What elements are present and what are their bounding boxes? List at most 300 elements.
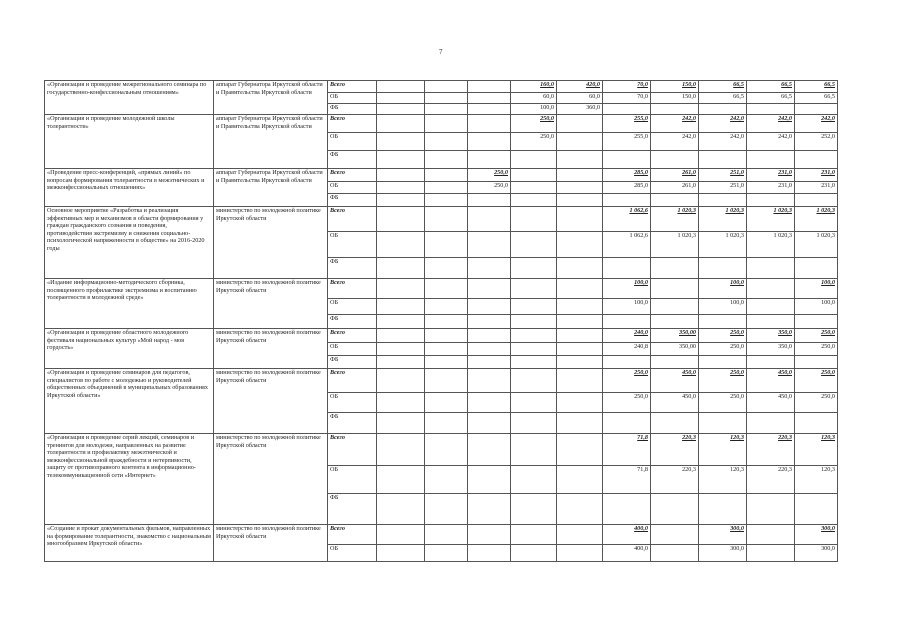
funding-source-label: ФБ bbox=[328, 104, 377, 115]
value-cell bbox=[603, 194, 651, 207]
value-cell bbox=[651, 299, 699, 315]
funding-source-label: Всего bbox=[328, 115, 377, 133]
empty-cell bbox=[425, 393, 468, 413]
value-cell: 242,0 bbox=[699, 115, 747, 133]
funding-source-label: Всего bbox=[328, 81, 377, 93]
value-cell bbox=[468, 434, 511, 466]
value-cell bbox=[511, 466, 557, 494]
value-cell: 71,8 bbox=[603, 466, 651, 494]
value-cell bbox=[557, 169, 603, 182]
value-cell bbox=[603, 356, 651, 369]
value-cell: 66,5 bbox=[699, 81, 747, 93]
value-cell: 450,0 bbox=[651, 369, 699, 393]
measure-name: «Организация и проведение межрегионального семинара по государственно-конфессиональным отношениям» bbox=[45, 81, 214, 115]
funding-source-label: ФБ bbox=[328, 356, 377, 369]
measure-name: «Издание информационно-методического сборника, посвященного профилактике экстремизма и воспитанию толерантности в молодежной среде» bbox=[45, 279, 214, 329]
empty-cell bbox=[377, 81, 425, 93]
value-cell bbox=[747, 525, 795, 545]
value-cell bbox=[511, 393, 557, 413]
empty-cell bbox=[425, 207, 468, 232]
empty-cell bbox=[425, 434, 468, 466]
value-cell bbox=[511, 279, 557, 299]
empty-cell bbox=[425, 115, 468, 133]
measure-name: «Организация и проведение семинаров для педагогов, специалистов по работе с молодежью и руководителей общественных объединений в муниципальных образованиях Иркутской области» bbox=[45, 369, 214, 434]
value-cell bbox=[557, 466, 603, 494]
value-cell bbox=[468, 413, 511, 434]
empty-cell bbox=[377, 207, 425, 232]
value-cell bbox=[468, 369, 511, 393]
value-cell bbox=[603, 258, 651, 279]
value-cell: 250,0 bbox=[468, 169, 511, 182]
value-cell bbox=[795, 413, 838, 434]
value-cell bbox=[795, 356, 838, 369]
executor-name: аппарат Губернатора Иркутской области и Правительства Иркутской области bbox=[214, 169, 328, 207]
value-cell bbox=[795, 258, 838, 279]
empty-cell bbox=[377, 494, 425, 525]
table-row bbox=[45, 434, 838, 466]
funding-source-label: ФБ bbox=[328, 194, 377, 207]
value-cell: 120,3 bbox=[699, 434, 747, 466]
value-cell: 231,0 bbox=[747, 182, 795, 194]
empty-cell bbox=[425, 151, 468, 169]
value-cell bbox=[651, 494, 699, 525]
value-cell bbox=[468, 93, 511, 104]
value-cell: 100,0 bbox=[795, 279, 838, 299]
value-cell bbox=[557, 194, 603, 207]
value-cell bbox=[511, 494, 557, 525]
table-row bbox=[45, 81, 838, 93]
value-cell: 1 020,3 bbox=[795, 207, 838, 232]
value-cell: 250,0 bbox=[603, 369, 651, 393]
value-cell bbox=[557, 434, 603, 466]
value-cell bbox=[699, 194, 747, 207]
empty-cell bbox=[377, 369, 425, 393]
value-cell bbox=[468, 315, 511, 329]
value-cell: 242,0 bbox=[651, 115, 699, 133]
value-cell: 450,0 bbox=[651, 393, 699, 413]
value-cell bbox=[747, 545, 795, 562]
value-cell: 160,0 bbox=[511, 81, 557, 93]
value-cell bbox=[747, 104, 795, 115]
executor-name: министерство по молодежной политике Иркутской области bbox=[214, 369, 328, 434]
value-cell bbox=[747, 151, 795, 169]
value-cell: 100,0 bbox=[603, 279, 651, 299]
funding-source-label: ФБ bbox=[328, 151, 377, 169]
empty-cell bbox=[425, 93, 468, 104]
value-cell bbox=[557, 133, 603, 151]
value-cell bbox=[651, 525, 699, 545]
value-cell bbox=[511, 299, 557, 315]
value-cell: 252,0 bbox=[795, 133, 838, 151]
empty-cell bbox=[377, 93, 425, 104]
funding-source-label: Всего bbox=[328, 169, 377, 182]
value-cell bbox=[699, 494, 747, 525]
value-cell bbox=[699, 413, 747, 434]
value-cell bbox=[468, 194, 511, 207]
executor-name: министерство по молодежной политике Иркутской области bbox=[214, 434, 328, 525]
value-cell: 242,0 bbox=[747, 133, 795, 151]
value-cell bbox=[468, 299, 511, 315]
funding-source-label: ОБ bbox=[328, 545, 377, 562]
value-cell bbox=[511, 207, 557, 232]
value-cell: 70,0 bbox=[603, 93, 651, 104]
executor-name: аппарат Губернатора Иркутской области и Правительства Иркутской области bbox=[214, 81, 328, 115]
value-cell bbox=[557, 356, 603, 369]
empty-cell bbox=[377, 434, 425, 466]
budget-table bbox=[44, 80, 838, 562]
value-cell bbox=[651, 194, 699, 207]
value-cell bbox=[511, 232, 557, 258]
value-cell bbox=[747, 356, 795, 369]
value-cell: 120,3 bbox=[795, 466, 838, 494]
value-cell bbox=[603, 413, 651, 434]
value-cell: 242,0 bbox=[699, 133, 747, 151]
value-cell bbox=[699, 104, 747, 115]
value-cell bbox=[468, 115, 511, 133]
value-cell bbox=[511, 315, 557, 329]
empty-cell bbox=[425, 258, 468, 279]
value-cell bbox=[699, 356, 747, 369]
empty-cell bbox=[377, 299, 425, 315]
value-cell bbox=[795, 494, 838, 525]
value-cell bbox=[651, 413, 699, 434]
value-cell: 1 020,3 bbox=[651, 232, 699, 258]
value-cell: 66,5 bbox=[747, 81, 795, 93]
funding-source-label: Всего bbox=[328, 279, 377, 299]
value-cell bbox=[557, 343, 603, 356]
page-number: 7 bbox=[439, 48, 443, 56]
value-cell bbox=[557, 115, 603, 133]
value-cell: 300,0 bbox=[795, 525, 838, 545]
value-cell: 450,0 bbox=[747, 393, 795, 413]
measure-name: «Организация и проведение молодежной школы толерантности» bbox=[45, 115, 214, 169]
value-cell: 240,8 bbox=[603, 343, 651, 356]
value-cell bbox=[651, 104, 699, 115]
empty-cell bbox=[377, 115, 425, 133]
value-cell: 100,0 bbox=[603, 299, 651, 315]
value-cell bbox=[747, 413, 795, 434]
value-cell bbox=[511, 329, 557, 343]
value-cell: 251,0 bbox=[699, 182, 747, 194]
funding-source-label: Всего bbox=[328, 434, 377, 466]
empty-cell bbox=[425, 545, 468, 562]
empty-cell bbox=[425, 194, 468, 207]
value-cell: 66,5 bbox=[699, 93, 747, 104]
funding-source-label: Всего bbox=[328, 329, 377, 343]
value-cell bbox=[557, 315, 603, 329]
value-cell: 285,0 bbox=[603, 169, 651, 182]
value-cell bbox=[557, 299, 603, 315]
value-cell bbox=[557, 393, 603, 413]
value-cell: 231,0 bbox=[795, 182, 838, 194]
value-cell bbox=[651, 279, 699, 299]
executor-name: министерство по молодежной политике Иркутской области bbox=[214, 329, 328, 369]
value-cell bbox=[511, 151, 557, 169]
value-cell: 100,0 bbox=[699, 279, 747, 299]
empty-cell bbox=[377, 466, 425, 494]
value-cell: 120,3 bbox=[795, 434, 838, 466]
value-cell: 350,0 bbox=[747, 329, 795, 343]
value-cell: 1 020,3 bbox=[747, 207, 795, 232]
value-cell bbox=[795, 151, 838, 169]
funding-source-label: Всего bbox=[328, 207, 377, 232]
executor-name: министерство по молодежной политике Иркутской области bbox=[214, 207, 328, 279]
value-cell: 250,0 bbox=[795, 343, 838, 356]
measure-name: «Создание и прокат документальных фильмов, направленных на формирование толерантности, знакомство с национальным многообразием Иркутской области» bbox=[45, 525, 214, 562]
value-cell: 60,0 bbox=[557, 93, 603, 104]
funding-source-label: ФБ bbox=[328, 494, 377, 525]
value-cell: 350,00 bbox=[651, 343, 699, 356]
value-cell bbox=[511, 369, 557, 393]
empty-cell bbox=[377, 343, 425, 356]
table-row bbox=[45, 525, 838, 545]
funding-source-label: ОБ bbox=[328, 393, 377, 413]
empty-cell bbox=[377, 133, 425, 151]
empty-cell bbox=[377, 329, 425, 343]
empty-cell bbox=[425, 369, 468, 393]
value-cell: 100,0 bbox=[699, 299, 747, 315]
value-cell: 66,5 bbox=[795, 93, 838, 104]
value-cell bbox=[651, 356, 699, 369]
value-cell bbox=[699, 151, 747, 169]
value-cell: 1 020,3 bbox=[651, 207, 699, 232]
value-cell: 250,0 bbox=[511, 133, 557, 151]
value-cell: 250,0 bbox=[603, 393, 651, 413]
measure-name: Основное мероприятие «Разработка и реализация эффективных мер и механизмов в области формирования у граждан гражданского сознания и поведения, противодействия экстремизму и снижения социально-психологической напряженности в обществе» на 2016-2020 годы bbox=[45, 207, 214, 279]
value-cell bbox=[603, 151, 651, 169]
value-cell bbox=[511, 434, 557, 466]
value-cell: 1 020,3 bbox=[699, 207, 747, 232]
value-cell bbox=[603, 315, 651, 329]
empty-cell bbox=[377, 194, 425, 207]
table-row bbox=[45, 279, 838, 299]
value-cell: 100,0 bbox=[511, 104, 557, 115]
value-cell: 450,0 bbox=[747, 369, 795, 393]
value-cell bbox=[557, 151, 603, 169]
empty-cell bbox=[425, 356, 468, 369]
value-cell: 400,0 bbox=[603, 525, 651, 545]
value-cell: 1 062,6 bbox=[603, 232, 651, 258]
executor-name: министерство по молодежной политике Иркутской области bbox=[214, 525, 328, 562]
value-cell: 250,0 bbox=[795, 369, 838, 393]
measure-name: «Организация и проведение областного молодежного фестиваля национальных культур «Мой народ - моя гордость» bbox=[45, 329, 214, 369]
value-cell bbox=[651, 151, 699, 169]
value-cell bbox=[468, 81, 511, 93]
value-cell bbox=[468, 329, 511, 343]
value-cell: 250,0 bbox=[468, 182, 511, 194]
value-cell: 250,0 bbox=[699, 393, 747, 413]
value-cell bbox=[468, 545, 511, 562]
value-cell: 150,0 bbox=[651, 93, 699, 104]
empty-cell bbox=[425, 466, 468, 494]
value-cell: 1 020,3 bbox=[795, 232, 838, 258]
value-cell: 100,0 bbox=[795, 299, 838, 315]
value-cell bbox=[699, 315, 747, 329]
value-cell bbox=[511, 525, 557, 545]
funding-source-label: ФБ bbox=[328, 413, 377, 434]
value-cell bbox=[468, 151, 511, 169]
table-row bbox=[45, 369, 838, 393]
value-cell: 220,3 bbox=[747, 434, 795, 466]
value-cell bbox=[747, 315, 795, 329]
table-row bbox=[45, 169, 838, 182]
value-cell bbox=[511, 258, 557, 279]
value-cell: 250,0 bbox=[795, 393, 838, 413]
empty-cell bbox=[425, 299, 468, 315]
value-cell bbox=[651, 545, 699, 562]
value-cell bbox=[699, 258, 747, 279]
value-cell: 240,0 bbox=[603, 329, 651, 343]
value-cell bbox=[557, 525, 603, 545]
value-cell bbox=[557, 258, 603, 279]
value-cell bbox=[468, 207, 511, 232]
value-cell: 250,0 bbox=[699, 369, 747, 393]
empty-cell bbox=[425, 169, 468, 182]
empty-cell bbox=[425, 104, 468, 115]
value-cell bbox=[557, 413, 603, 434]
value-cell bbox=[468, 232, 511, 258]
empty-cell bbox=[425, 182, 468, 194]
value-cell: 66,5 bbox=[747, 93, 795, 104]
value-cell bbox=[795, 315, 838, 329]
value-cell bbox=[557, 232, 603, 258]
value-cell: 242,0 bbox=[651, 133, 699, 151]
value-cell bbox=[511, 343, 557, 356]
value-cell bbox=[511, 169, 557, 182]
value-cell bbox=[651, 315, 699, 329]
empty-cell bbox=[425, 133, 468, 151]
funding-source-label: ФБ bbox=[328, 315, 377, 329]
value-cell: 1 062,6 bbox=[603, 207, 651, 232]
value-cell bbox=[468, 279, 511, 299]
empty-cell bbox=[377, 315, 425, 329]
executor-name: аппарат Губернатора Иркутской области и Правительства Иркутской области bbox=[214, 115, 328, 169]
empty-cell bbox=[425, 232, 468, 258]
table-row bbox=[45, 329, 838, 343]
empty-cell bbox=[377, 232, 425, 258]
executor-name: министерство по молодежной политике Иркутской области bbox=[214, 279, 328, 329]
empty-cell bbox=[377, 393, 425, 413]
funding-source-label: ОБ bbox=[328, 299, 377, 315]
value-cell bbox=[747, 299, 795, 315]
value-cell bbox=[511, 194, 557, 207]
value-cell bbox=[747, 494, 795, 525]
value-cell bbox=[603, 494, 651, 525]
value-cell: 250,0 bbox=[699, 343, 747, 356]
value-cell bbox=[557, 369, 603, 393]
value-cell: 242,0 bbox=[795, 115, 838, 133]
funding-source-label: Всего bbox=[328, 525, 377, 545]
value-cell: 231,0 bbox=[795, 169, 838, 182]
value-cell: 71,8 bbox=[603, 434, 651, 466]
value-cell bbox=[603, 104, 651, 115]
value-cell: 255,0 bbox=[603, 133, 651, 151]
funding-source-label: ФБ bbox=[328, 258, 377, 279]
table-row bbox=[45, 207, 838, 232]
funding-source-label: ОБ bbox=[328, 343, 377, 356]
value-cell bbox=[468, 258, 511, 279]
value-cell: 66,5 bbox=[795, 81, 838, 93]
empty-cell bbox=[377, 258, 425, 279]
value-cell: 250,0 bbox=[511, 115, 557, 133]
value-cell bbox=[651, 258, 699, 279]
value-cell bbox=[468, 356, 511, 369]
value-cell: 1 020,3 bbox=[747, 232, 795, 258]
table-row bbox=[45, 115, 838, 133]
value-cell bbox=[747, 279, 795, 299]
funding-source-label: ОБ bbox=[328, 133, 377, 151]
value-cell: 60,0 bbox=[511, 93, 557, 104]
empty-cell bbox=[425, 279, 468, 299]
value-cell: 261,0 bbox=[651, 182, 699, 194]
value-cell: 120,3 bbox=[699, 466, 747, 494]
empty-cell bbox=[377, 279, 425, 299]
value-cell bbox=[468, 133, 511, 151]
value-cell bbox=[795, 104, 838, 115]
empty-cell bbox=[425, 329, 468, 343]
value-cell bbox=[468, 525, 511, 545]
value-cell: 250,0 bbox=[795, 329, 838, 343]
value-cell bbox=[468, 393, 511, 413]
value-cell: 242,0 bbox=[747, 115, 795, 133]
empty-cell bbox=[377, 104, 425, 115]
value-cell: 70,0 bbox=[603, 81, 651, 93]
empty-cell bbox=[425, 343, 468, 356]
empty-cell bbox=[377, 525, 425, 545]
value-cell: 400,0 bbox=[603, 545, 651, 562]
empty-cell bbox=[425, 494, 468, 525]
value-cell bbox=[557, 329, 603, 343]
empty-cell bbox=[425, 315, 468, 329]
value-cell: 150,0 bbox=[651, 81, 699, 93]
value-cell: 300,0 bbox=[699, 525, 747, 545]
value-cell bbox=[468, 343, 511, 356]
value-cell bbox=[747, 194, 795, 207]
value-cell: 285,0 bbox=[603, 182, 651, 194]
funding-source-label: ОБ bbox=[328, 232, 377, 258]
value-cell: 300,0 bbox=[795, 545, 838, 562]
value-cell: 420,0 bbox=[557, 81, 603, 93]
value-cell: 1 020,3 bbox=[699, 232, 747, 258]
value-cell bbox=[468, 466, 511, 494]
empty-cell bbox=[377, 545, 425, 562]
value-cell: 261,0 bbox=[651, 169, 699, 182]
measure-name: «Организация и проведение серий лекций, семинаров и тренингов для молодежи, направленных на развитие толерантности и профилактику межэтнической и межконфессиональной враждебности и нетерпимости, защиту от противоправного контента в информационно-телекоммуникационной сети «Интернет» bbox=[45, 434, 214, 525]
value-cell: 220,3 bbox=[747, 466, 795, 494]
value-cell bbox=[747, 258, 795, 279]
value-cell: 350,0 bbox=[747, 343, 795, 356]
empty-cell bbox=[377, 151, 425, 169]
value-cell bbox=[557, 494, 603, 525]
empty-cell bbox=[377, 356, 425, 369]
value-cell bbox=[468, 494, 511, 525]
value-cell bbox=[511, 356, 557, 369]
empty-cell bbox=[377, 169, 425, 182]
value-cell: 251,0 bbox=[699, 169, 747, 182]
value-cell: 300,0 bbox=[699, 545, 747, 562]
funding-source-label: ОБ bbox=[328, 182, 377, 194]
value-cell: 220,3 bbox=[651, 434, 699, 466]
value-cell bbox=[795, 194, 838, 207]
value-cell bbox=[557, 207, 603, 232]
funding-source-label: Всего bbox=[328, 369, 377, 393]
empty-cell bbox=[425, 525, 468, 545]
value-cell: 255,0 bbox=[603, 115, 651, 133]
funding-source-label: ОБ bbox=[328, 466, 377, 494]
value-cell: 231,0 bbox=[747, 169, 795, 182]
value-cell: 360,0 bbox=[557, 104, 603, 115]
value-cell: 220,3 bbox=[651, 466, 699, 494]
